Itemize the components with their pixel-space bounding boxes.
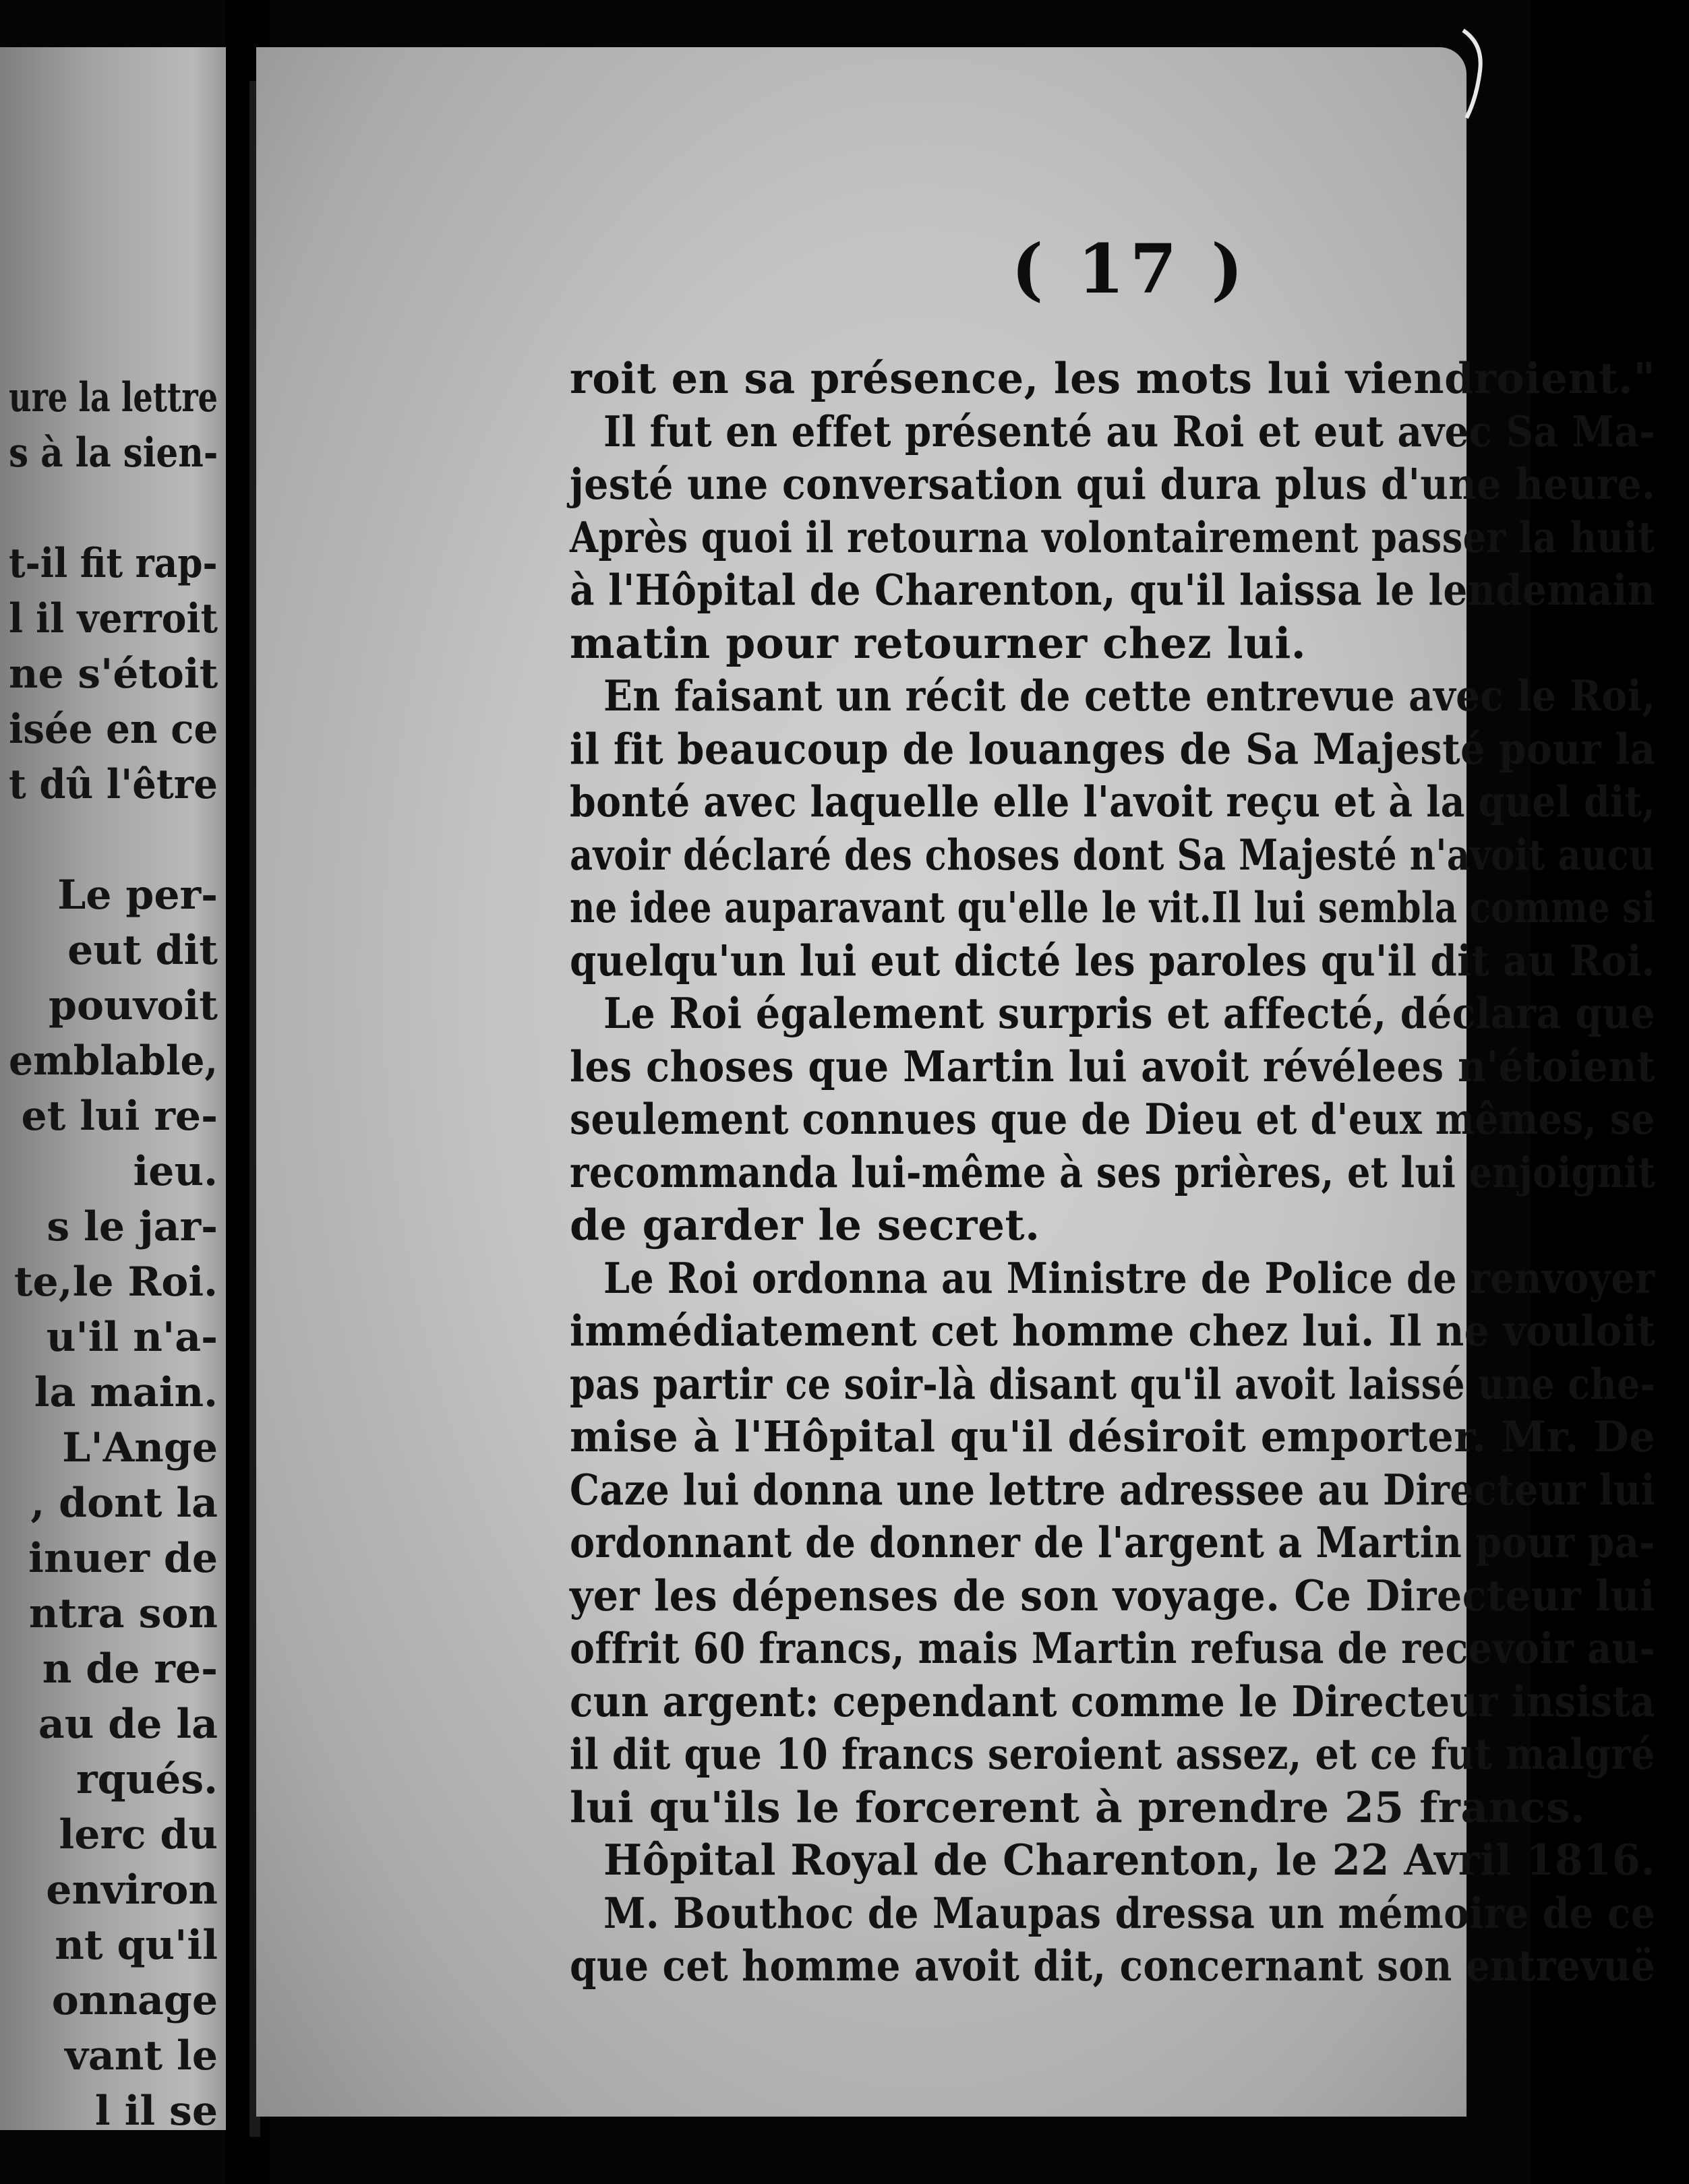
page-number: ( 17 ): [1011, 229, 1249, 309]
text-line: les choses que Martin lui avoit révélees n'étoient: [570, 1041, 1655, 1091]
left-text-line: s le jar-: [47, 1203, 218, 1250]
left-text-line: L'Ange: [62, 1424, 218, 1472]
text-line: Le Roi également surpris et affecté, déclara que: [603, 988, 1655, 1038]
text-line: cun argent: cependant comme le Directeur insista: [570, 1676, 1655, 1726]
main-page: [256, 47, 1656, 2117]
text-line: roit en sa présence, les mots lui viendroient.": [570, 353, 1656, 403]
left-page-text: [0, 47, 226, 2135]
text-line: avoir déclaré des choses dont Sa Majesté n'avoit aucu: [570, 829, 1655, 880]
left-text-line: te,le Roi.: [13, 1258, 218, 1306]
left-text-line: vant le: [65, 2032, 218, 2080]
text-line: de garder le secret.: [570, 1200, 1040, 1250]
text-line: En faisant un récit de cette entrevue avec le Roi,: [603, 671, 1656, 721]
left-text-line: pouvoit: [49, 982, 218, 1029]
text-line: Il fut en effet présenté au Roi et eut avec Sa Ma-: [603, 406, 1655, 456]
text-line: recommanda lui-même à ses prières, et lui enjoignit: [570, 1147, 1655, 1197]
text-line: ordonnant de donner de l'argent a Martin pour pa-: [570, 1517, 1655, 1567]
left-text-line: onnage: [51, 1977, 218, 2024]
left-text-line: nt qu'il: [55, 1922, 218, 1969]
left-text-line: ne s'étoit: [8, 650, 218, 698]
text-line: il fit beaucoup de louanges de Sa Majesté pour la: [570, 723, 1656, 774]
left-text-line: ure la lettre: [8, 374, 218, 421]
left-text-line: environ: [46, 1867, 218, 1914]
left-text-line: eut dit: [67, 927, 218, 974]
left-text-line: rqués.: [76, 1756, 218, 1803]
left-text-line: u'il n'a-: [46, 1314, 218, 1361]
text-line: matin pour retourner chez lui.: [570, 617, 1307, 668]
text-line: immédiatement cet homme chez lui. Il ne vouloit: [570, 1306, 1656, 1356]
text-line: quelqu'un lui eut dicté les paroles qu'il dit au Roi.: [570, 935, 1655, 985]
text-line: à l'Hôpital de Charenton, qu'il laissa le lendemain: [570, 565, 1655, 615]
text-line: Le Roi ordonna au Ministre de Police de renvoyer: [603, 1252, 1655, 1303]
left-text-line: , dont la: [30, 1480, 218, 1527]
left-text-line: lerc du: [59, 1811, 218, 1858]
text-line: pas partir ce soir-là disant qu'il avoit laissé une che-: [570, 1358, 1656, 1409]
left-text-line: ieu.: [133, 1148, 218, 1195]
text-line: offrit 60 francs, mais Martin refusa de recevoir au-: [570, 1623, 1655, 1673]
left-text-line: Le per-: [57, 872, 218, 919]
text-line: lui qu'ils le forcerent à prendre 25 francs.: [570, 1782, 1586, 1832]
text-line: ne idee auparavant qu'elle le vit.Il lui sembla comme si: [570, 882, 1656, 932]
text-line: M. Bouthoc de Maupas dressa un mémoire de ce: [603, 1887, 1656, 1938]
text-line: Caze lui donna une lettre adressee au Directeur lui: [570, 1464, 1656, 1515]
left-text-line: l il se: [94, 2088, 218, 2135]
left-text-line: t dû l'être: [9, 761, 218, 808]
text-line: Hôpital Royal de Charenton, le 22 Avril 1816.: [603, 1835, 1655, 1885]
left-text-line: ntra son: [28, 1590, 218, 1637]
text-line: bonté avec laquelle elle l'avoit reçu et à la quel dit,: [570, 777, 1656, 826]
text-line: mise à l'Hôpital qu'il désiroit emporter. Mr. De: [570, 1412, 1656, 1461]
left-text-line: l il verroit: [9, 595, 218, 642]
left-text-line: au de la: [38, 1701, 218, 1748]
left-text-line: inuer de: [28, 1535, 218, 1582]
text-line: que cet homme avoit dit, concernant son entrevuë: [570, 1941, 1656, 1991]
left-text-line: la main.: [34, 1369, 218, 1416]
left-text-line: et lui re-: [21, 1093, 218, 1140]
text-line: yer les dépenses de son voyage. Ce Directeur lui: [570, 1570, 1655, 1620]
corner-bracket-mark: [1456, 24, 1497, 125]
text-line: Après quoi il retourna volontairement passer la huit: [570, 512, 1655, 562]
text-line: il dit que 10 francs seroient assez, et ce fut malgré: [570, 1729, 1655, 1779]
left-text-line: emblable,: [8, 1037, 218, 1085]
left-text-line: t-il fit rap-: [9, 540, 218, 587]
left-text-line: n de re-: [42, 1645, 218, 1693]
left-text-line: isée en ce: [8, 706, 218, 753]
text-line: seulement connues que de Dieu et d'eux mêmes, se: [570, 1094, 1655, 1144]
text-line: jesté une conversation qui dura plus d'une heure.: [570, 459, 1656, 509]
left-text-line: s à la sien-: [8, 429, 218, 477]
left-page-fragment: [0, 47, 226, 2135]
